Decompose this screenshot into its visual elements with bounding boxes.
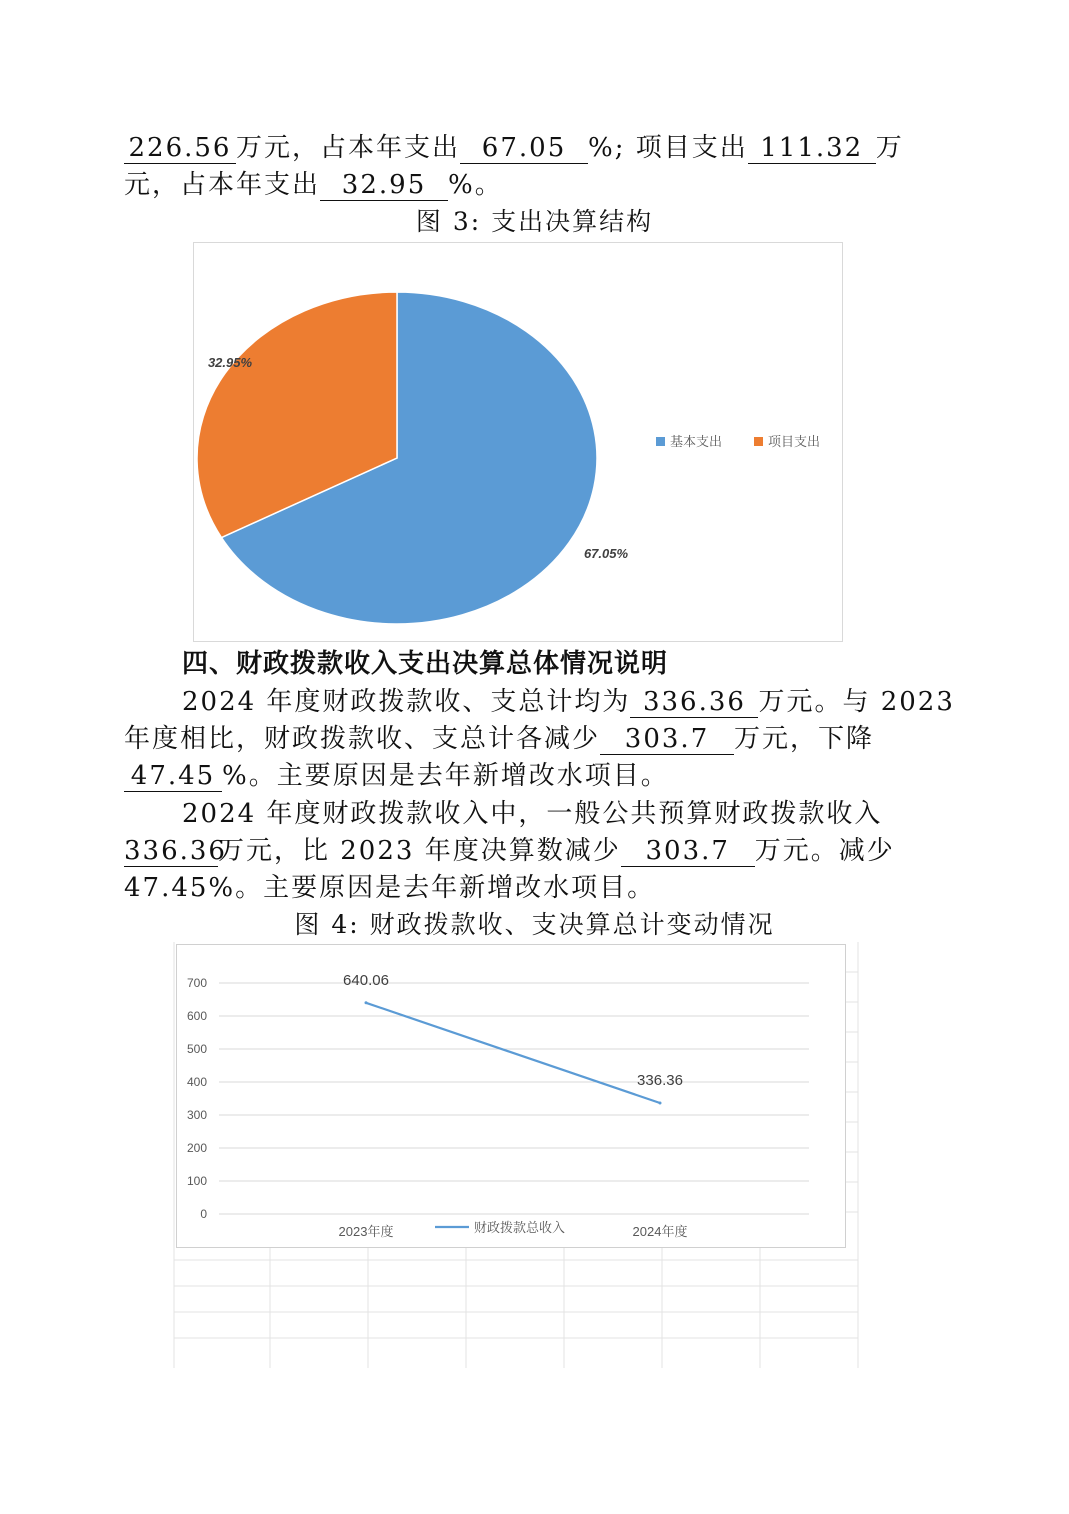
legend-swatch — [656, 437, 665, 446]
text-line: 47.45 %。主要原因是去年新增改水项目。 — [124, 758, 914, 794]
data-point — [659, 1102, 662, 1105]
pie-data-label: 32.95% — [207, 355, 253, 370]
line-chart-svg — [177, 945, 845, 1247]
text-line: 226.56 万元，占本年支出 67.05 %; 项目支出 111.32 万 — [124, 130, 914, 166]
text-line: 2024 年度财政拨款收入中，一般公共预算财政拨款收入 — [182, 799, 883, 829]
text-line: 2024 年度财政拨款收、支总计均为 336.36 万元。与 2023 — [182, 687, 955, 717]
underlined-value: 336.36 — [630, 687, 758, 718]
pie-data-label: 67.05% — [583, 546, 629, 561]
underlined-value: 226.56 — [124, 133, 236, 164]
text-line: 年度相比，财政拨款收、支总计各减少 303.7 万元，下降 — [124, 724, 875, 754]
data-point — [365, 1001, 368, 1004]
pie-chart-svg — [194, 243, 842, 641]
text-line: 47.45%。主要原因是去年新增改水项目。 — [124, 873, 656, 903]
underlined-value: 303.7 — [600, 724, 734, 755]
legend-label: 财政拨款总收入 — [474, 1220, 566, 1235]
data-label: 336.36 — [637, 1072, 683, 1090]
y-tick-label: 400 — [186, 1075, 207, 1089]
underlined-value: 303.7 — [621, 836, 755, 867]
y-tick-label: 700 — [186, 976, 207, 990]
y-tick-label: 0 — [200, 1207, 207, 1221]
text-line: 元，占本年支出 32.95 %。 — [124, 170, 503, 200]
legend-label: 基本支出 — [670, 434, 723, 449]
series-line — [366, 1003, 660, 1103]
pie-chart — [193, 242, 843, 642]
line-chart — [176, 944, 846, 1248]
legend-swatch — [754, 437, 763, 446]
y-tick-label: 500 — [186, 1042, 207, 1056]
underlined-value: 336.36 — [124, 836, 227, 866]
underlined-value: 32.95 — [320, 170, 448, 201]
y-tick-label: 200 — [186, 1141, 207, 1155]
text-line: 336.36万元，比 2023 年度决算数减少 303.7 万元。减少 — [124, 836, 895, 866]
section-heading: 四、财政拨款收入支出决算总体情况说明 — [182, 649, 669, 679]
x-tick-label: 2024年度 — [632, 1224, 688, 1239]
legend-label: 项目支出 — [768, 434, 821, 449]
figure-caption: 图 3: 支出决算结构 — [415, 207, 654, 236]
underlined-value: 47.45 — [124, 761, 222, 792]
x-tick-label: 2023年度 — [338, 1224, 394, 1239]
figure-caption: 图 4: 财政拨款收、支决算总计变动情况 — [294, 910, 775, 939]
data-label: 640.06 — [343, 971, 389, 989]
y-tick-label: 300 — [186, 1108, 207, 1122]
y-tick-label: 100 — [186, 1174, 207, 1188]
y-tick-label: 600 — [186, 1009, 207, 1023]
underlined-value: 111.32 — [748, 133, 876, 164]
underlined-value: 67.05 — [460, 133, 588, 164]
